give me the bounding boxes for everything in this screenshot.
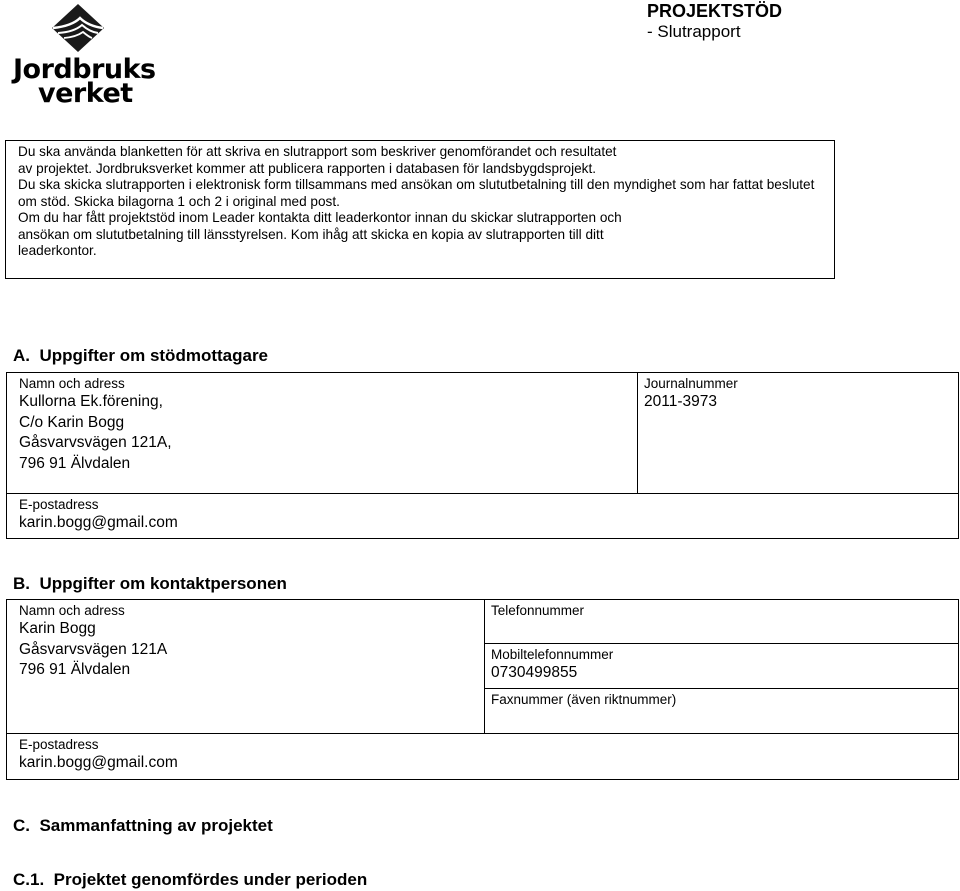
recipient-name-line-4: 796 91 Älvdalen — [19, 454, 131, 472]
contact-email-field[interactable] — [6, 733, 959, 780]
section-c-title: Sammanfattning av projektet — [39, 816, 273, 835]
form-title: PROJEKTSTÖD — [647, 1, 783, 21]
recipient-name-line-1: Kullorna Ek.förening, — [19, 393, 163, 410]
contact-name-line-3: 796 91 Älvdalen — [19, 661, 131, 678]
instructions-paragraph-1: Du ska använda blanketten för att skriva en slutrapport som beskriver genomförandet och resultatet av projektet. Jordbruksverket kommer att publicera rapporten i databasen för landsbygdsprojekt. — [18, 144, 617, 176]
recipient-email-field[interactable] — [6, 493, 959, 539]
recipient-name-address-field[interactable] — [6, 372, 638, 494]
logo-line2: verket — [38, 78, 133, 109]
contact-name-address-field[interactable] — [6, 599, 485, 734]
recipient-name-label: Namn och adress — [19, 376, 125, 391]
contact-name-line-1: Karin Bogg — [19, 620, 96, 637]
recipient-name-line-3: Gåsvarvsvägen 121A, — [19, 434, 172, 451]
recipient-email-value: karin.bogg@gmail.com — [19, 514, 178, 531]
journal-number-label: Journalnummer — [644, 376, 738, 391]
journal-number-field[interactable] — [637, 372, 959, 494]
instructions-box — [5, 140, 835, 279]
section-c-heading — [13, 815, 273, 837]
section-a-heading — [13, 345, 268, 367]
fax-field[interactable] — [484, 688, 959, 734]
section-c1-heading — [13, 869, 367, 891]
logo-line1: Jordbruks — [13, 54, 156, 85]
section-c-letter: C. — [13, 816, 30, 835]
mobile-phone-field[interactable] — [484, 643, 959, 689]
contact-email-value: karin.bogg@gmail.com — [19, 754, 178, 771]
instructions-paragraph-3: Om du har fått projektstöd inom Leader kontakta ditt leaderkontor innan du skickar slutrapporten och ansökan om slututbetalning till länsstyrelsen. Kom ihåg att skicka en kopia av slutrapporten till ditt leaderkontor. — [18, 210, 622, 258]
jordbruksverket-logo — [8, 4, 156, 109]
section-a-title: Uppgifter om stödmottagare — [39, 346, 269, 365]
journal-number-value: 2011-3973 — [644, 393, 717, 410]
phone-field[interactable] — [484, 599, 959, 644]
section-c1-letter: C.1. — [13, 870, 45, 889]
section-b-letter: B. — [13, 574, 30, 593]
mobile-phone-value: 0730499855 — [491, 664, 578, 681]
contact-name-label: Namn och adress — [19, 603, 125, 618]
section-b-heading — [13, 573, 287, 595]
recipient-email-label: E-postadress — [19, 497, 99, 512]
diamond-leaf-icon — [50, 4, 106, 52]
recipient-name-line-2: C/o Karin Bogg — [19, 413, 125, 431]
mobile-phone-label: Mobiltelefonnummer — [491, 647, 614, 662]
section-a-letter: A. — [13, 346, 30, 365]
instructions-paragraph-2: Du ska skicka slutrapporten i elektronisk form tillsammans med ansökan om slututbetalning till den myndighet som har fattat beslutet om stöd. Skicka bilagorna 1 och 2 i original med post. — [18, 177, 815, 209]
section-b-title: Uppgifter om kontaktpersonen — [39, 574, 287, 593]
fax-label: Faxnummer (även riktnummer) — [491, 692, 677, 707]
form-subtitle: - Slutrapport — [647, 22, 741, 41]
contact-name-line-2: Gåsvarvsvägen 121A — [19, 640, 168, 658]
section-c1-title: Projektet genomfördes under perioden — [53, 870, 368, 889]
contact-email-label: E-postadress — [19, 737, 99, 752]
phone-label: Telefonnummer — [491, 603, 585, 618]
